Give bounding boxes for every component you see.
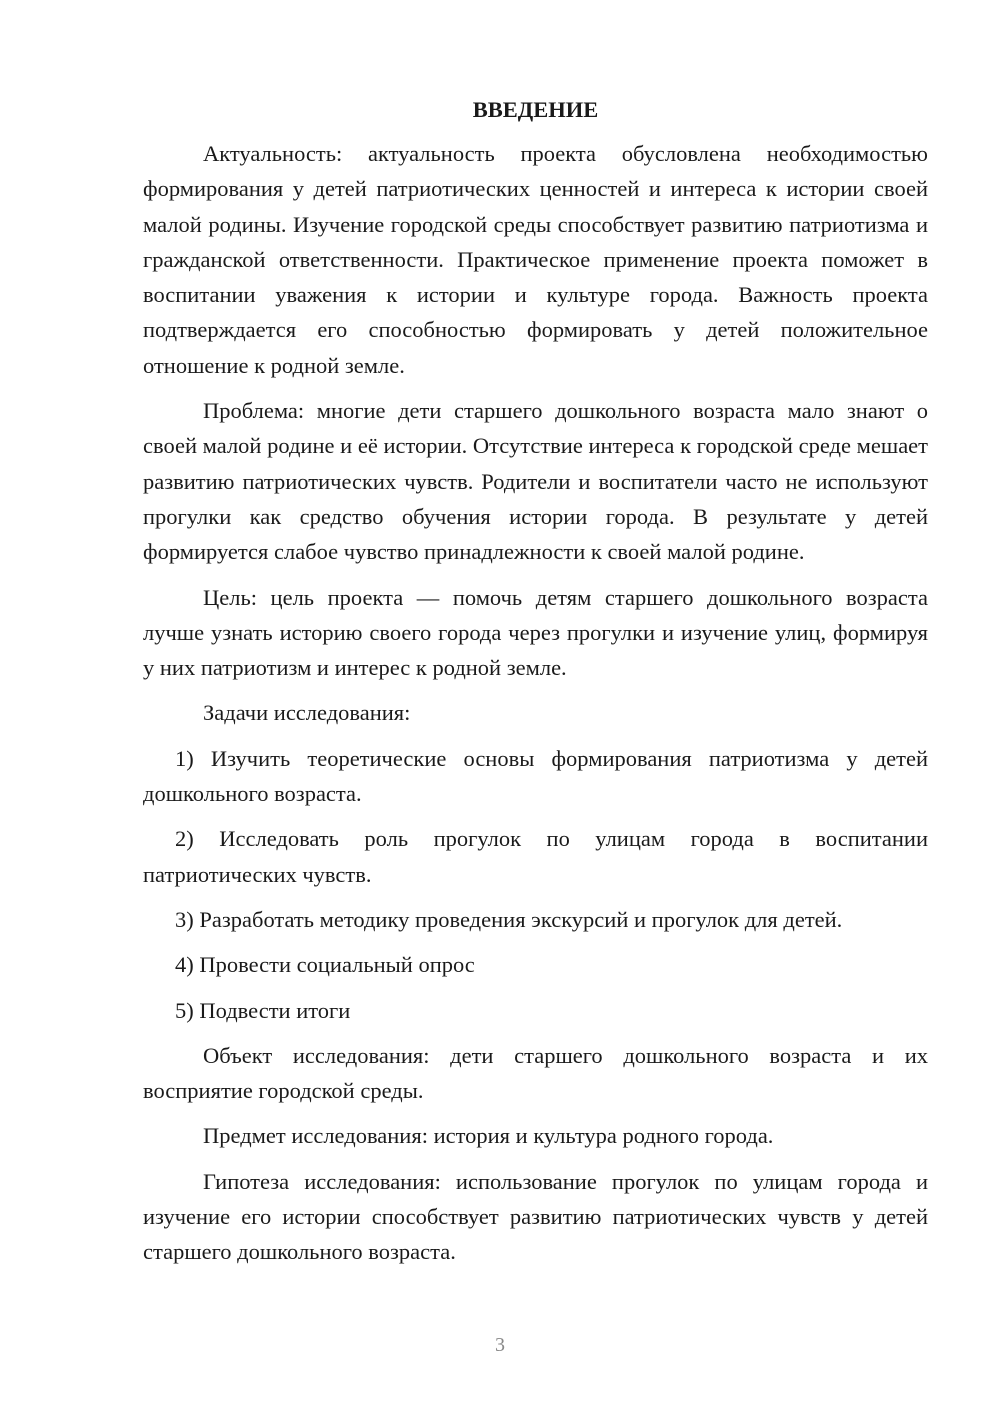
task-item-1: 1) Изучить теоретические основы формирования патриотизма у детей дошкольного возраста. (143, 745, 928, 807)
paragraph-object: Объект исследования: дети старшего дошкольного возраста и их восприятие городской среды. (143, 1042, 928, 1104)
task-item-3: 3) Разработать методику проведения экскурсий и прогулок для детей. (175, 906, 843, 932)
tasks-heading: Задачи исследования: (203, 700, 411, 726)
paragraph-actuality: Актуальность: актуальность проекта обусловлена необходимостью формирования у детей патриотических ценностей и интереса к истории своей малой родины. Изучение городской среды способствует развитию патриотизма и гражданской ответственности. Практическое применение проекта поможет в воспитании уважения к истории и культуре города. Важность проекта подтверждается его способностью формировать у детей положительное отношение к родной земле. (143, 141, 928, 378)
page-number: 3 (495, 1334, 505, 1356)
page-title: ВВЕДЕНИЕ (472, 97, 599, 122)
paragraph-problem: Проблема: многие дети старшего дошкольного возраста мало знают о своей малой родине и её истории. Отсутствие интереса к городской среде мешает развитию патриотических чувств. Родители и воспитатели часто не используют прогулки как средство обучения истории города. В результате у детей формируется слабое чувство принадлежности к своей малой родине. (143, 398, 928, 565)
paragraph-hypothesis: Гипотеза исследования: использование прогулок по улицам города и изучение его истории способствует развитию патриотических чувств у детей старшего дошкольного возраста. (143, 1168, 928, 1265)
task-item-5: 5) Подвести итоги (175, 997, 351, 1023)
task-item-2: 2) Исследовать роль прогулок по улицам города в воспитании патриотических чувств. (143, 826, 928, 887)
document-page (143, 92, 928, 1280)
task-item-4: 4) Провести социальный опрос (175, 952, 475, 978)
paragraph-goal: Цель: цель проекта — помочь детям старшего дошкольного возраста лучше узнать историю своего города через прогулки и изучение улиц, формируя у них патриотизм и интерес к родной земле. (143, 584, 928, 681)
paragraph-subject: Предмет исследования: история и культура родного города. (203, 1123, 774, 1149)
